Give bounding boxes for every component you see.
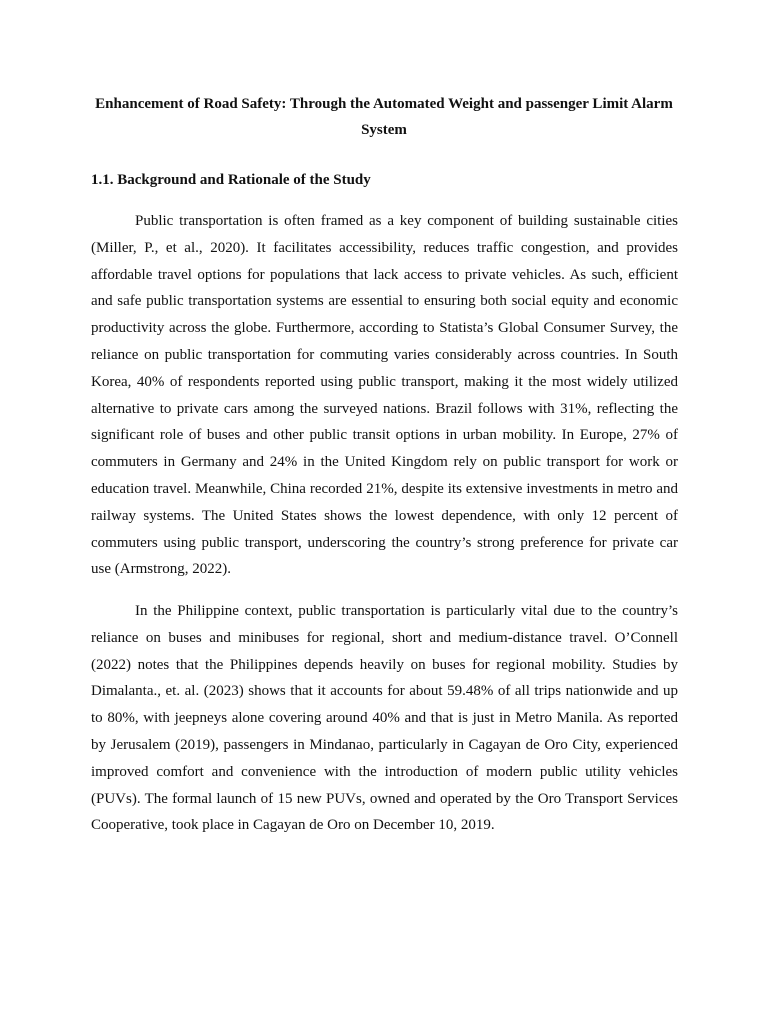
section-heading: 1.1. Background and Rationale of the Study: [91, 172, 371, 188]
document-title: Enhancement of Road Safety: Through the Automated Weight and passenger Limit Alarm System: [95, 96, 673, 138]
body-paragraph-2: In the Philippine context, public transportation is particularly vital due to the country’s reliance on buses and minibuses for regional, short and medium-distance travel. O’Connell (2022) notes that the Philippines depends heavily on buses for regional mobility. Studies by Dimalanta., et. al. (2023) shows that it accounts for about 59.48% of all trips nationwide and up to 80%, with jeepneys alone covering around 40% and that is just in Metro Manila. As reported by Jerusalem (2019), passengers in Mindanao, particularly in Cagayan de Oro City, experienced improved comfort and convenience with the introduction of modern public utility vehicles (PUVs). The formal launch of 15 new PUVs, owned and operated by the Oro Transport Services Cooperative, took place in Cagayan de Oro on December 10, 2019.: [91, 603, 678, 834]
body-paragraph-1: Public transportation is often framed as a key component of building sustainable cities (Miller, P., et al., 2020). It facilitates accessibility, reduces traffic congestion, and provides affordable travel options for populations that lack access to private vehicles. As such, efficient and safe public transportation systems are essential to ensuring both social equity and economic productivity across the globe. Furthermore, according to Statista’s Global Consumer Survey, the reliance on public transportation for commuting varies considerably across countries. In South Korea, 40% of respondents reported using public transport, making it the most widely utilized alternative to private cars among the surveyed nations. Brazil follows with 31%, reflecting the significant role of buses and other public transit options in urban mobility. In Europe, 27% of commuters in Germany and 24% in the United Kingdom rely on public transport for work or education travel. Meanwhile, China recorded 21%, despite its extensive investments in metro and railway systems. The United States shows the lowest dependence, with only 12 percent of commuters using public transport, underscoring the country’s strong preference for private car use (Armstrong, 2022).: [91, 213, 678, 578]
